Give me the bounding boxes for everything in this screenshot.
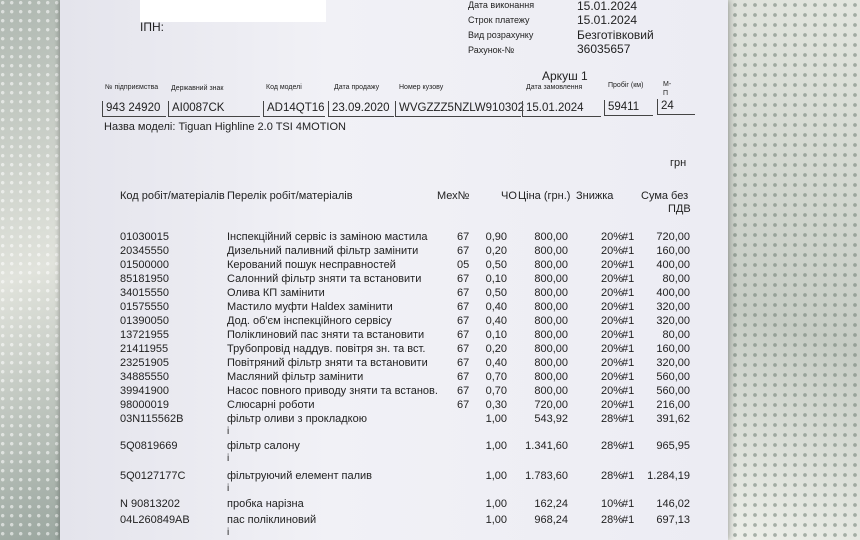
row-code: N 90813202 — [120, 498, 180, 510]
row-subnote: і — [227, 483, 230, 494]
row-mech: 67 — [457, 231, 470, 243]
row-discount: 28% — [600, 413, 623, 425]
header-discount: Знижка — [576, 190, 614, 202]
row-code: 5Q0127177C — [120, 470, 186, 482]
row-discount: 20% — [600, 385, 623, 397]
row-price: 720,00 — [534, 399, 568, 411]
row-name: Масляний фільтр замінити — [227, 371, 364, 383]
row-number: #1 — [622, 245, 635, 257]
row-discount: 20% — [600, 259, 623, 271]
table-row — [60, 273, 728, 286]
row-hours: 1,00 — [485, 470, 507, 482]
row-sum: 146,02 — [656, 498, 690, 510]
table-row — [60, 440, 728, 453]
row-hours: 0,10 — [485, 329, 507, 341]
row-code: 98000019 — [120, 399, 169, 411]
row-price: 800,00 — [534, 259, 568, 271]
row-discount: 20% — [600, 273, 623, 285]
row-hours: 0,10 — [485, 273, 507, 285]
row-discount: 28% — [600, 470, 623, 482]
row-price: 800,00 — [534, 385, 568, 397]
sheet-label: Аркуш 1 — [542, 69, 588, 83]
field-label-payment-term: Строк платежу — [468, 15, 530, 25]
row-code: 34885550 — [120, 371, 169, 383]
row-hours: 1,00 — [485, 514, 507, 526]
row-mech: 67 — [457, 371, 470, 383]
header-mech: Мех№ — [437, 190, 470, 202]
row-discount: 10% — [600, 498, 623, 510]
row-hours: 0,70 — [485, 371, 507, 383]
table-row — [60, 470, 728, 483]
row-name: Інспекційний сервіс із заміною мастила — [227, 231, 428, 243]
value-dealer-no: 943 24920 — [102, 101, 166, 117]
currency-label: грн — [670, 157, 687, 169]
row-sum: 80,00 — [662, 329, 690, 341]
header-name: Перелік робіт/матеріалів — [227, 190, 353, 202]
table-row — [60, 245, 728, 258]
label-mileage: Пробіг (км) — [608, 82, 644, 89]
row-discount: 20% — [600, 301, 623, 313]
field-value-payment-type: Безготівковий — [577, 28, 654, 42]
row-discount: 28% — [600, 440, 623, 452]
row-sum: 320,00 — [656, 301, 690, 313]
row-code: 03N115562B — [120, 413, 184, 425]
table-row — [60, 343, 728, 356]
row-discount: 20% — [600, 357, 623, 369]
header-sum-line1: Сума без — [641, 190, 689, 202]
field-label-completion-date: Дата виконання — [468, 0, 535, 10]
row-code: 5Q0819669 — [120, 440, 178, 452]
row-name: Керований пошук несправностей — [227, 259, 396, 271]
row-number: #1 — [622, 259, 635, 271]
row-number: #1 — [622, 440, 635, 452]
field-value-invoice-number: 36035657 — [577, 42, 631, 56]
row-sum: 160,00 — [656, 343, 690, 355]
header-sum-line2: ПДВ — [668, 203, 691, 215]
label-model-code: Код моделі — [266, 84, 302, 91]
row-price: 1.783,60 — [525, 470, 568, 482]
row-mech: 67 — [457, 245, 470, 257]
row-price: 800,00 — [534, 231, 568, 243]
row-mech: 67 — [457, 399, 470, 411]
row-hours: 0,70 — [485, 385, 507, 397]
row-sum: 160,00 — [656, 245, 690, 257]
row-mech: 67 — [457, 315, 470, 327]
row-code: 34015550 — [120, 287, 169, 299]
row-name: Поліклиновий пас зняти та встановити — [227, 329, 425, 341]
label-dealer-no: № підприємства — [105, 84, 159, 91]
row-mech: 05 — [457, 259, 470, 271]
row-sum: 697,13 — [656, 514, 690, 526]
row-mech: 67 — [457, 273, 470, 285]
table-row — [60, 385, 728, 398]
row-code: 01500000 — [120, 259, 169, 271]
value-order-date: 15.01.2024 — [522, 101, 601, 117]
row-sum: 80,00 — [662, 273, 690, 285]
table-row — [60, 287, 728, 300]
row-discount: 20% — [600, 371, 623, 383]
row-code: 01030015 — [120, 231, 169, 243]
row-sum: 400,00 — [656, 259, 690, 271]
row-mech: 67 — [457, 385, 470, 397]
table-row — [60, 259, 728, 272]
row-code: 20345550 — [120, 245, 169, 257]
row-subnote: і — [227, 527, 230, 538]
row-name: пробка нарізна — [227, 498, 304, 510]
row-sum: 391,62 — [656, 413, 690, 425]
value-state-plate: AI0087CK — [168, 101, 260, 117]
row-discount: 20% — [600, 399, 623, 411]
row-number: #1 — [622, 329, 635, 341]
row-number: #1 — [622, 399, 635, 411]
label-mp: М-П — [663, 81, 672, 97]
row-sum: 965,95 — [656, 440, 690, 452]
row-number: #1 — [622, 287, 635, 299]
row-discount: 20% — [600, 343, 623, 355]
row-subnote: і — [227, 426, 230, 437]
model-name: Назва моделі: Tiguan Highline 2.0 TSI 4MOTION — [104, 121, 346, 133]
row-hours: 1,00 — [485, 440, 507, 452]
field-value-payment-term: 15.01.2024 — [577, 13, 638, 27]
row-hours: 0,40 — [485, 357, 507, 369]
invoice-document — [60, 0, 728, 540]
row-subnote: і — [227, 453, 230, 464]
label-state-plate: Державний знак — [171, 85, 224, 92]
row-name: фільтруючий елемент палив — [227, 470, 373, 482]
row-hours: 0,20 — [485, 245, 507, 257]
row-price: 1.341,60 — [525, 440, 568, 452]
row-hours: 0,50 — [485, 287, 507, 299]
row-number: #1 — [622, 343, 635, 355]
row-discount: 28% — [600, 514, 623, 526]
row-code: 01575550 — [120, 301, 169, 313]
row-mech: 67 — [457, 343, 470, 355]
row-price: 800,00 — [534, 245, 568, 257]
row-sum: 400,00 — [656, 287, 690, 299]
ipn-label: ІПН: — [140, 20, 164, 34]
row-number: #1 — [622, 301, 635, 313]
row-name: пас поліклиновий — [227, 514, 317, 526]
value-mp: 24 — [657, 99, 695, 115]
row-hours: 0,40 — [485, 301, 507, 313]
row-number: #1 — [622, 470, 635, 482]
row-code: 04L260849AB — [120, 514, 190, 526]
row-mech: 67 — [457, 357, 470, 369]
row-code: 85181950 — [120, 273, 169, 285]
redacted-area — [140, 0, 326, 22]
row-sum: 216,00 — [656, 399, 690, 411]
field-label-invoice-number: Рахунок-№ — [468, 45, 515, 55]
table-row — [60, 329, 728, 342]
value-mileage: 59411 — [604, 100, 653, 116]
row-hours: 0,20 — [485, 343, 507, 355]
table-row — [60, 301, 728, 314]
row-sum: 560,00 — [656, 371, 690, 383]
row-number: #1 — [622, 273, 635, 285]
value-sale-date: 23.09.2020 — [328, 101, 394, 117]
header-hours: ЧО — [501, 190, 517, 202]
label-sale-date: Дата продажу — [334, 84, 380, 91]
row-name: фільтр оливи з прокладкою — [227, 413, 367, 425]
row-hours: 0,40 — [485, 315, 507, 327]
row-discount: 20% — [600, 329, 623, 341]
row-name: Насос повного приводу зняти та встанов. — [227, 385, 438, 397]
field-label-payment-type: Вид розрахунку — [468, 30, 534, 40]
row-code: 23251905 — [120, 357, 169, 369]
label-order-date: Дата замовлення — [526, 84, 583, 91]
row-price: 800,00 — [534, 287, 568, 299]
row-name: фільтр салону — [227, 440, 300, 452]
row-number: #1 — [622, 413, 635, 425]
row-price: 968,24 — [534, 514, 568, 526]
row-name: Трубопровід наддув. повітря зн. та вст. — [227, 343, 426, 355]
table-row — [60, 315, 728, 328]
row-sum: 320,00 — [656, 357, 690, 369]
row-name: Мастило муфти Haldex замінити — [227, 301, 393, 313]
table-row — [60, 413, 728, 426]
row-hours: 0,90 — [485, 231, 507, 243]
row-number: #1 — [622, 385, 635, 397]
row-price: 800,00 — [534, 273, 568, 285]
table-row — [60, 357, 728, 370]
row-number: #1 — [622, 371, 635, 383]
row-discount: 20% — [600, 315, 623, 327]
row-hours: 1,00 — [485, 498, 507, 510]
row-price: 800,00 — [534, 301, 568, 313]
table-row — [60, 514, 728, 527]
field-value-completion-date: 15.01.2024 — [577, 0, 638, 13]
row-price: 800,00 — [534, 315, 568, 327]
row-mech: 67 — [457, 329, 470, 341]
row-name: Слюсарні роботи — [227, 399, 315, 411]
row-name: Дизельний паливний фільтр замінити — [227, 245, 419, 257]
row-discount: 20% — [600, 287, 623, 299]
row-price: 800,00 — [534, 357, 568, 369]
table-row — [60, 399, 728, 412]
row-mech: 67 — [457, 301, 470, 313]
row-code: 39941900 — [120, 385, 169, 397]
row-name: Повітряний фільтр зняти та встановити — [227, 357, 428, 369]
row-hours: 1,00 — [485, 413, 507, 425]
label-vin: Номер кузову — [399, 84, 444, 91]
row-name: Олива КП замінити — [227, 287, 325, 299]
row-hours: 0,30 — [485, 399, 507, 411]
row-name: Салонний фільтр зняти та встановити — [227, 273, 422, 285]
background-cloth-right — [720, 0, 860, 540]
row-hours: 0,50 — [485, 259, 507, 271]
row-sum: 320,00 — [656, 315, 690, 327]
row-sum: 720,00 — [656, 231, 690, 243]
row-code: 01390050 — [120, 315, 169, 327]
row-number: #1 — [622, 231, 635, 243]
row-sum: 1.284,19 — [647, 470, 690, 482]
row-price: 800,00 — [534, 343, 568, 355]
row-name: Дод. об'єм інспекційного сервісу — [227, 315, 392, 327]
row-mech: 67 — [457, 287, 470, 299]
row-number: #1 — [622, 498, 635, 510]
table-row — [60, 371, 728, 384]
row-price: 800,00 — [534, 329, 568, 341]
row-price: 162,24 — [534, 498, 568, 510]
table-row — [60, 231, 728, 244]
table-row — [60, 498, 728, 511]
row-number: #1 — [622, 315, 635, 327]
row-code: 13721955 — [120, 329, 169, 341]
row-price: 543,92 — [534, 413, 568, 425]
row-discount: 20% — [600, 231, 623, 243]
value-model-code: AD14QT16 — [263, 101, 325, 117]
value-vin: WVGZZZ5NZLW910302 — [395, 101, 521, 117]
row-code: 21411955 — [120, 343, 169, 355]
row-number: #1 — [622, 514, 635, 526]
row-discount: 20% — [600, 245, 623, 257]
header-code: Код робіт/матеріалів — [120, 190, 225, 202]
row-sum: 560,00 — [656, 385, 690, 397]
row-number: #1 — [622, 357, 635, 369]
header-price: Ціна (грн.) — [518, 190, 571, 202]
row-price: 800,00 — [534, 371, 568, 383]
